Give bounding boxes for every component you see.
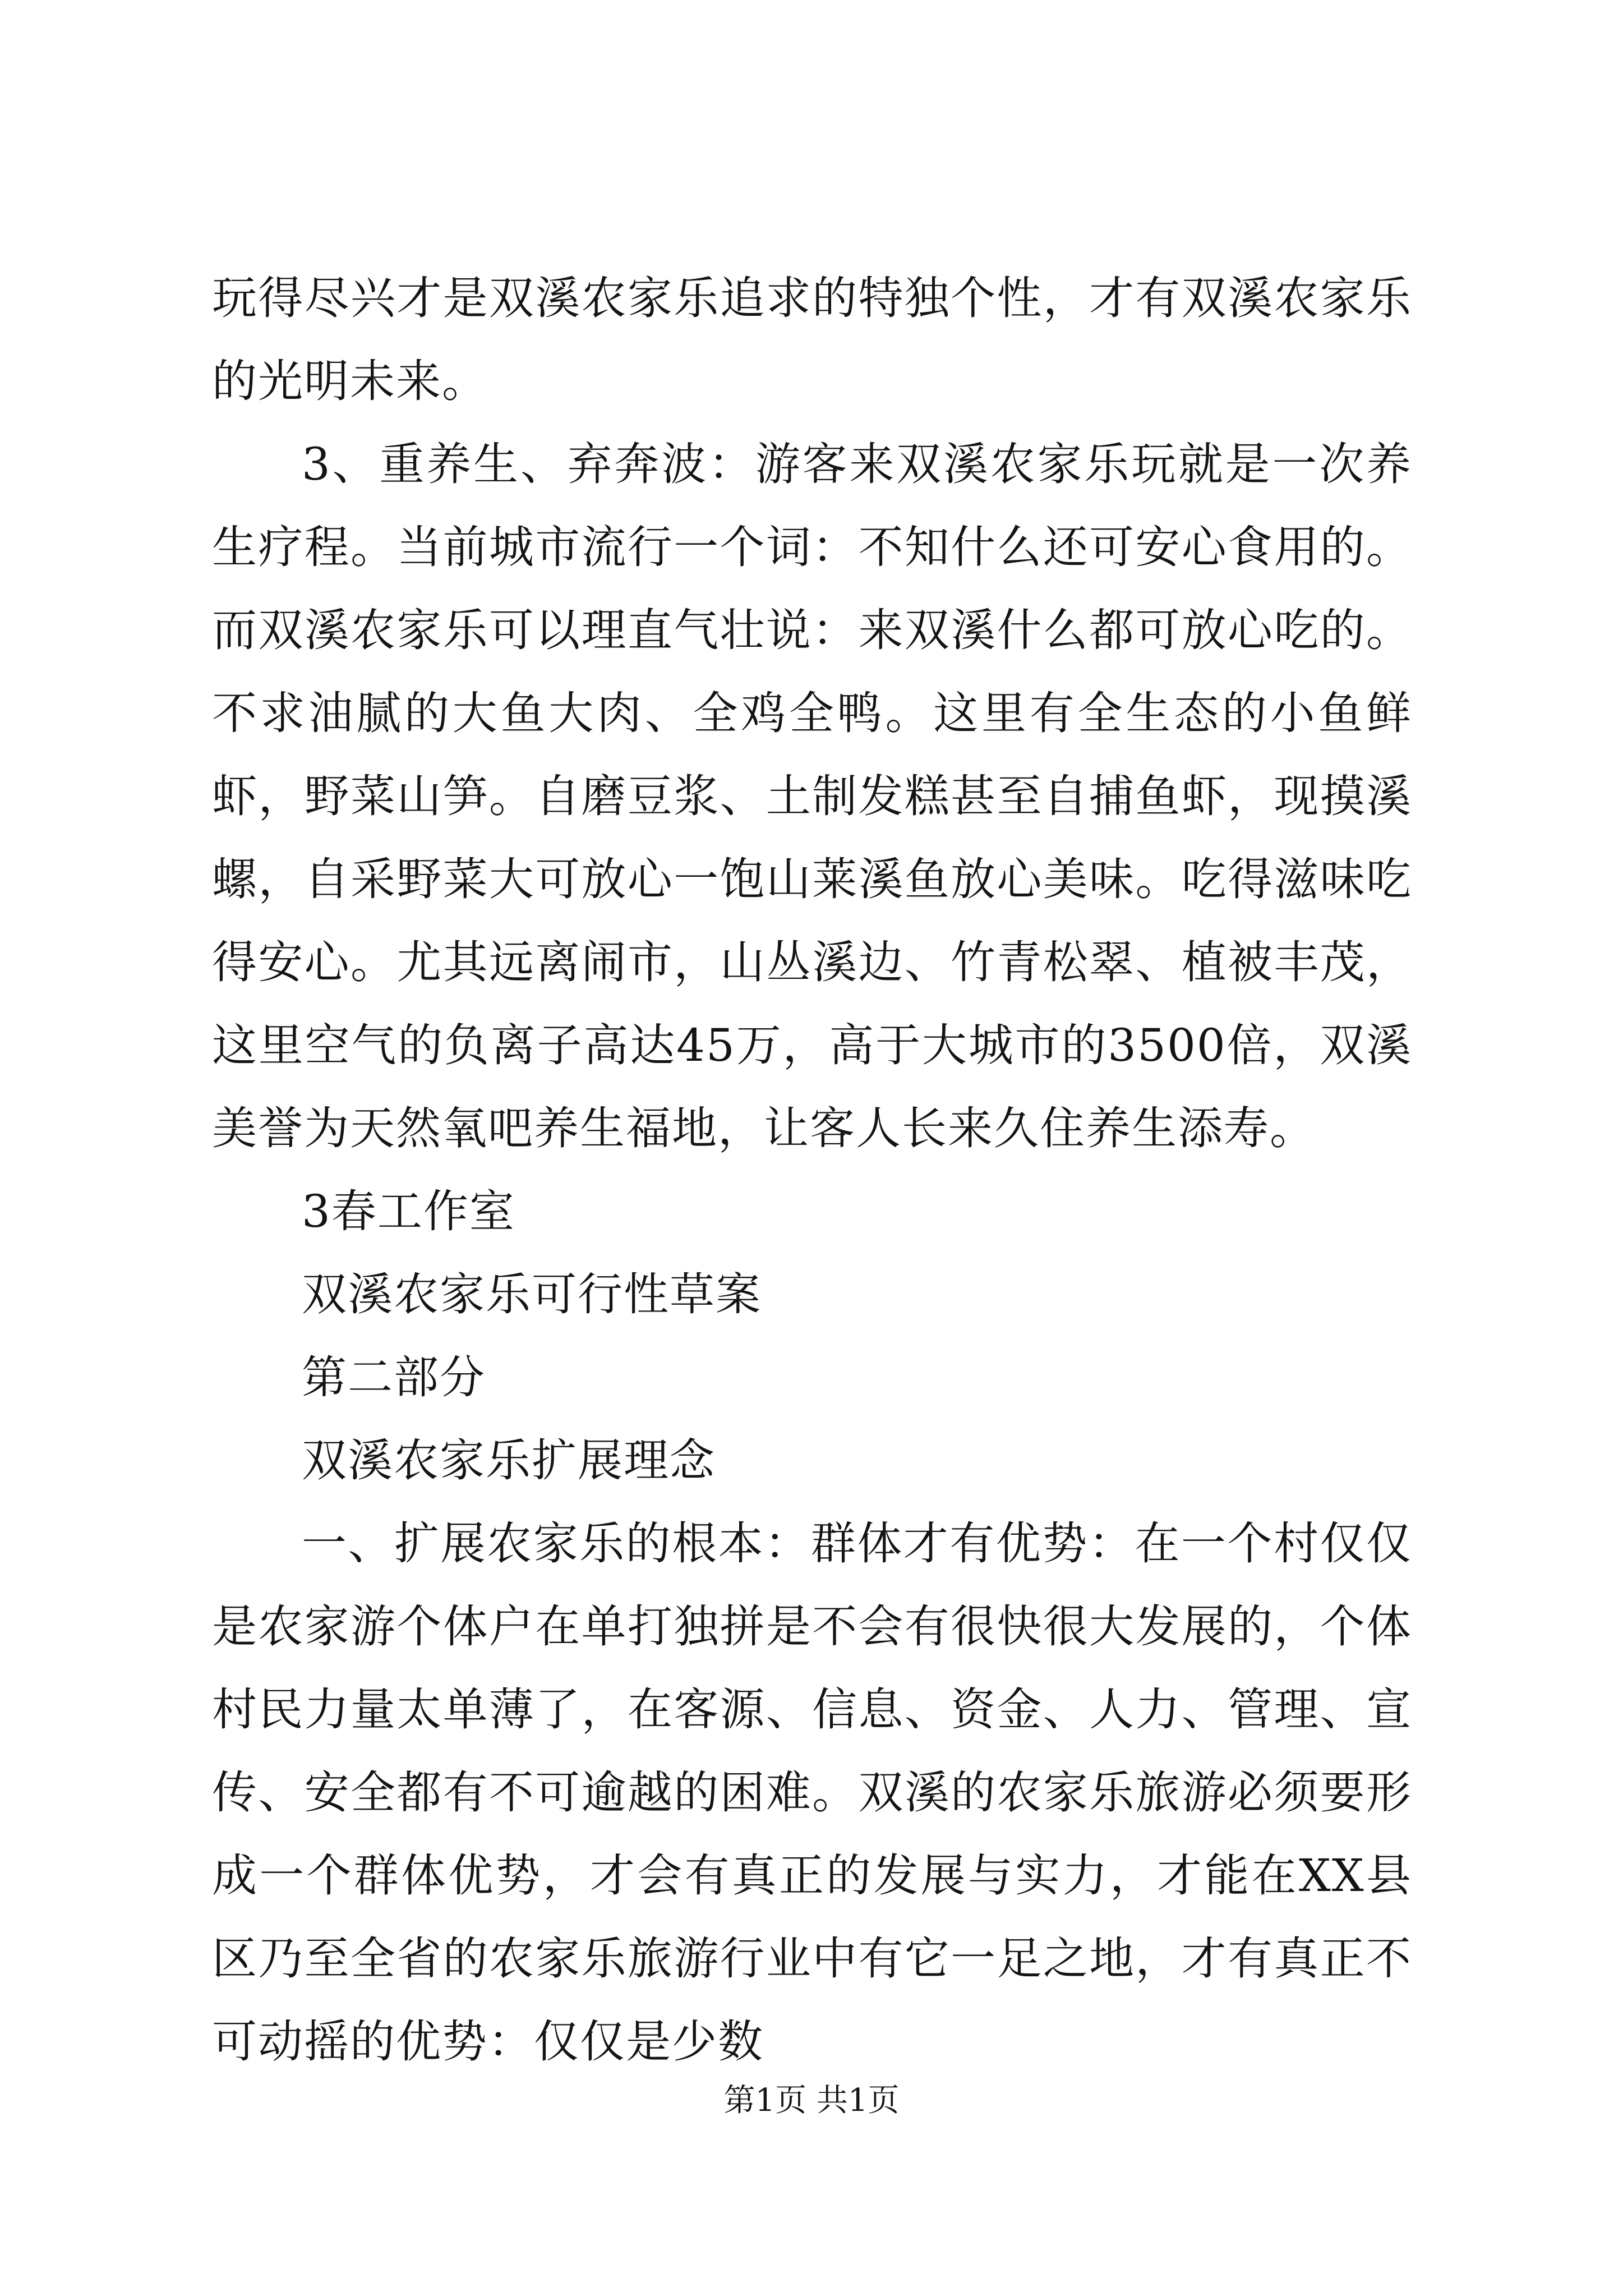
paragraph-7: 一、扩展农家乐的根本：群体才有优势：在一个村仅仅是农家游个体户在单打独拼是不会有很快很大发展的，个体村民力量太单薄了，在客源、信息、资金、人力、管理、宣传、安全都有不可逾越的困难。双溪的农家乐旅游必须要形成一个群体优势，才会有真正的发展与实力，才能在XX县区乃至全省的农家乐旅游行业中有它一足之地，才有真正不可动摇的优势：仅仅是少数 bbox=[212, 1517, 1412, 2068]
paragraph-6: 双溪农家乐扩展理念 bbox=[302, 1434, 716, 1487]
document-body bbox=[212, 257, 1412, 2083]
paragraph-1: 玩得尽兴才是双溪农家乐追求的特独个性，才有双溪农家乐的光明未来。 bbox=[212, 272, 1412, 407]
page-footer: 第1页 共1页 bbox=[723, 2082, 900, 2119]
paragraph-4: 双溪农家乐可行性草案 bbox=[302, 1268, 762, 1320]
paragraph-3: 3春工作室 bbox=[302, 1185, 515, 1237]
paragraph-5: 第二部分 bbox=[302, 1351, 486, 1404]
paragraph-2: 3、重养生、弃奔波：游客来双溪农家乐玩就是一次养生疗程。当前城市流行一个词：不知什么还可安心食用的。而双溪农家乐可以理直气壮说：来双溪什么都可放心吃的。不求油腻的大鱼大肉、全鸡全鸭。这里有全生态的小鱼鲜虾，野菜山笋。自磨豆浆、土制发糕甚至自捕鱼虾，现摸溪螺，自采野菜大可放心一饱山莱溪鱼放心美味。吃得滋味吃得安心。尤其远离闹市，山丛溪边、竹青松翠、植被丰茂，这里空气的负离子高达45万，高于大城市的3500倍，双溪美誉为天然氧吧养生福地，让客人长来久住养生添寿。 bbox=[212, 438, 1412, 1154]
